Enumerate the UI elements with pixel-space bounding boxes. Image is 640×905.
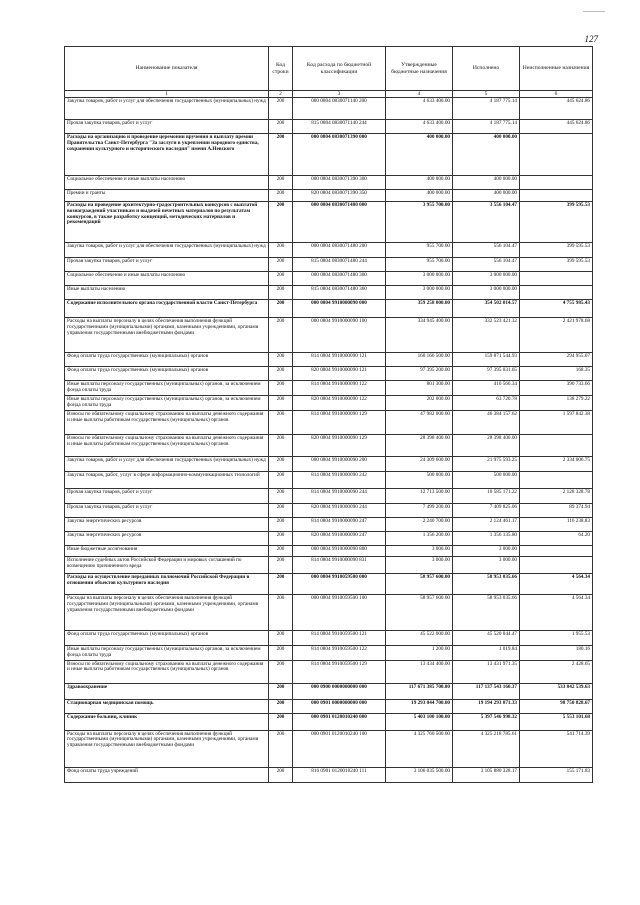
cell-code: 200: [269, 557, 293, 574]
cell-approved: 400 000.00: [386, 134, 453, 176]
cell-kbk: 820 0804 9910000090 122: [293, 396, 386, 411]
cell-kbk: 000 0901 0000000000 000: [293, 699, 386, 713]
cell-kbk: 820 0804 9910000090 121: [293, 367, 386, 381]
cell-unexecuted: 399 595.53: [520, 258, 593, 272]
cell-approved: 19 293 044 700.00: [386, 699, 453, 713]
table-row: [65, 272, 593, 286]
cell-name: Иные выплаты персоналу государственных (муниципальных) органов, за исключением фонда оплаты труда: [65, 396, 269, 411]
cell-executed: 10 585 171.22: [453, 489, 520, 504]
table-row: [65, 120, 593, 134]
cell-unexecuted: 180.16: [520, 646, 593, 661]
cell-kbk: 000 0804 0830071140 200: [293, 98, 386, 120]
cell-executed: 4 325 218 785.61: [453, 730, 520, 767]
cell-executed: 400 000.00: [453, 176, 520, 190]
cell-approved: 58 957 600.00: [386, 574, 453, 595]
cell-code: 200: [269, 457, 293, 472]
cell-kbk: 000 0804 9910000090 000: [293, 300, 386, 318]
cell-name: Иные выплаты населению: [65, 286, 269, 300]
cell-executed: 3 556 104.47: [453, 202, 520, 243]
cell-unexecuted: [520, 557, 593, 574]
cell-kbk: 000 0804 9910059500 100: [293, 595, 386, 631]
cell-code: 200: [269, 98, 293, 120]
table-row: [65, 730, 593, 767]
cell-executed: 556 104.47: [453, 243, 520, 258]
cell-kbk: 000 0804 0830071390 300: [293, 176, 386, 190]
cell-name: Здравоохранение: [65, 683, 269, 699]
cell-code: 200: [269, 318, 293, 353]
cell-executed: 3 000 000.00: [453, 272, 520, 286]
cell-name: Прочая закупка товаров, работ и услуг: [65, 489, 269, 504]
table-row: [65, 98, 593, 120]
cell-approved: 500 000.00: [386, 472, 453, 489]
cell-unexecuted: 4 755 985.43: [520, 300, 593, 318]
cell-executed: 45 520 044.47: [453, 631, 520, 646]
table-row: [65, 713, 593, 730]
cell-name: Взносы по обязательному социальному страхованию на выплаты денежного содержания и иные выплаты работникам государственных (муниципальных) органов: [65, 660, 269, 683]
cell-executed: 58 953 035.66: [453, 595, 520, 631]
header-kbk: Код расхода по бюджетной классификации: [293, 47, 386, 91]
column-number-row: [65, 91, 593, 98]
table-row: [65, 318, 593, 353]
table-row: [65, 631, 593, 646]
cell-unexecuted: 2 421 978.68: [520, 318, 593, 353]
table-row: [65, 504, 593, 518]
cell-code: 200: [269, 258, 293, 272]
page-number: 127: [584, 34, 598, 44]
cell-code: 200: [269, 411, 293, 435]
header-approved: Утвержденные бюджетные назначения: [386, 47, 453, 91]
cell-code: 200: [269, 381, 293, 396]
cell-name: Стационарная медицинская помощь: [65, 699, 269, 713]
cell-unexecuted: 399 595.53: [520, 243, 593, 258]
cell-code: 200: [269, 202, 293, 243]
cell-name: Закупка товаров, работ и услуг для обеспечения государственных (муниципальных) нужд: [65, 457, 269, 472]
cell-kbk: 815 0804 0830071480 244: [293, 258, 386, 272]
cell-name: Расходы на выплаты персоналу в целях обеспечения выполнения функций государственными (муниципальными) органами, казенными учреждениями, органами управления государственными внебюджетными фондами: [65, 595, 269, 631]
cell-executed: 410 566.34: [453, 381, 520, 396]
cell-kbk: 000 0900 0000000000 000: [293, 683, 386, 699]
cell-kbk: 814 0804 9910059500 122: [293, 646, 386, 661]
cell-code: 200: [269, 595, 293, 631]
cell-code: 200: [269, 713, 293, 730]
table-header-row: [65, 47, 593, 91]
header-name: Наименование показателя: [65, 47, 269, 91]
cell-kbk: 814 0804 9910000090 242: [293, 472, 386, 489]
cell-unexecuted: 390 733.66: [520, 381, 593, 396]
cell-unexecuted: 4 564.34: [520, 574, 593, 595]
cell-code: 200: [269, 532, 293, 546]
cell-name: Взносы по обязательному социальному страхованию на выплаты денежного содержания и иные выплаты работникам государственных (муниципальных) органов: [65, 435, 269, 457]
cell-executed: 332 523 421.32: [453, 318, 520, 353]
cell-kbk: 820 0804 9910000090 129: [293, 435, 386, 457]
cell-name: Расходы на организацию и проведение церемонии вручения и выплату премии Правительства Санкт-Петербурга "За заслуги в укреплении народного единства, сохранении культурного и исторического наследия" имени А.Невского: [65, 134, 269, 176]
col-number: 6: [520, 91, 593, 98]
cell-code: 200: [269, 367, 293, 381]
cell-kbk: 000 0901 0120010240 100: [293, 730, 386, 767]
cell-unexecuted: 541 714.39: [520, 730, 593, 767]
cell-unexecuted: 98 750 828.67: [520, 699, 593, 713]
cell-code: 200: [269, 546, 293, 557]
cell-approved: 400 000.00: [386, 190, 453, 202]
cell-unexecuted: [520, 190, 593, 202]
cell-unexecuted: 4 564.34: [520, 595, 593, 631]
cell-code: 200: [269, 176, 293, 190]
cell-unexecuted: 399 595.53: [520, 202, 593, 243]
table-row: [65, 300, 593, 318]
cell-unexecuted: 445 624.86: [520, 120, 593, 134]
cell-code: 200: [269, 435, 293, 457]
cell-unexecuted: [520, 176, 593, 190]
cell-unexecuted: 89 374.94: [520, 504, 593, 518]
col-number: 1: [65, 91, 269, 98]
cell-name: Исполнение судебных актов Российской Федерации и мировых соглашений по возмещению причиненного вреда: [65, 557, 269, 574]
cell-code: 200: [269, 574, 293, 595]
cell-approved: 4 633 400.00: [386, 120, 453, 134]
cell-name: Закупка товаров, работ и услуг для обеспечения государственных (муниципальных) нужд: [65, 243, 269, 258]
cell-kbk: 000 0804 0830071480 300: [293, 272, 386, 286]
cell-executed: 3 000 000.00: [453, 286, 520, 300]
cell-executed: 7 409 825.06: [453, 504, 520, 518]
cell-kbk: 814 0804 9910000090 247: [293, 518, 386, 532]
cell-approved: 58 957 600.00: [386, 595, 453, 631]
cell-name: Иные бюджетные ассигнования: [65, 546, 269, 557]
cell-kbk: 000 0804 9910000090 200: [293, 457, 386, 472]
cell-approved: 24 309 600.00: [386, 457, 453, 472]
cell-unexecuted: 445 624.86: [520, 98, 593, 120]
cell-code: 200: [269, 286, 293, 300]
cell-name: Социальное обеспечение и иные выплаты населению: [65, 176, 269, 190]
cell-name: Иные выплаты персоналу государственных (муниципальных) органов, за исключением фонда оплаты труда: [65, 646, 269, 661]
table-row: [65, 518, 593, 532]
table-row: [65, 411, 593, 435]
cell-kbk: 815 0804 0830071480 360: [293, 286, 386, 300]
cell-executed: 400 000.00: [453, 190, 520, 202]
cell-name: Закупка товаров, работ и услуг для обеспечения государственных (муниципальных) нужд: [65, 98, 269, 120]
cell-executed: 1 356 135.80: [453, 532, 520, 546]
cell-name: Закупка товаров, работ, услуг в сфере информационно-коммуникационных технологий: [65, 472, 269, 489]
cell-name: Фонд оплаты труда государственных (муниципальных) органов: [65, 631, 269, 646]
cell-kbk: 000 0804 9910059500 000: [293, 574, 386, 595]
cell-code: 200: [269, 631, 293, 646]
cell-executed: 28 398 400.00: [453, 435, 520, 457]
budget-execution-table: [64, 46, 593, 783]
cell-executed: 5 397 546 998.32: [453, 713, 520, 730]
cell-executed: 4 187 775.14: [453, 98, 520, 120]
table-row: [65, 243, 593, 258]
cell-approved: 3 000 000.00: [386, 286, 453, 300]
cell-name: Социальное обеспечение и иные выплаты населению: [65, 272, 269, 286]
cell-name: Фонд оплаты труда учреждений: [65, 767, 269, 782]
cell-approved: 955 700.00: [386, 243, 453, 258]
cell-executed: 63 720.78: [453, 396, 520, 411]
table-row: [65, 472, 593, 489]
cell-approved: 202 000.00: [386, 396, 453, 411]
table-row: [65, 574, 593, 595]
cell-name: Прочая закупка товаров, работ и услуг: [65, 120, 269, 134]
cell-kbk: 814 0804 9910059500 129: [293, 660, 386, 683]
cell-approved: 955 700.00: [386, 258, 453, 272]
cell-kbk: 000 0804 0830071390 000: [293, 134, 386, 176]
cell-executed: 58 953 035.66: [453, 574, 520, 595]
col-number: 2: [269, 91, 293, 98]
cell-unexecuted: [520, 472, 593, 489]
cell-unexecuted: 64.20: [520, 532, 593, 546]
cell-kbk: 000 0804 0830071480 000: [293, 202, 386, 243]
cell-approved: 45 522 000.00: [386, 631, 453, 646]
cell-kbk: 814 0804 9910000090 244: [293, 489, 386, 504]
cell-kbk: 000 0901 0120010240 000: [293, 713, 386, 730]
cell-unexecuted: 2 334 006.75: [520, 457, 593, 472]
cell-executed: 400 000.00: [453, 134, 520, 176]
cell-executed: 97 395 031.65: [453, 367, 520, 381]
cell-name: Взносы по обязательному социальному страхованию на выплаты денежного содержания и иные выплаты работникам государственных (муниципальных) органов: [65, 411, 269, 435]
cell-code: 200: [269, 396, 293, 411]
cell-unexecuted: 1 955.53: [520, 631, 593, 646]
cell-executed: 354 502 014.57: [453, 300, 520, 318]
cell-kbk: 820 0804 0830071390 350: [293, 190, 386, 202]
header-unexecuted: Неисполненные назначения: [520, 47, 593, 91]
cell-unexecuted: 138 279.22: [520, 396, 593, 411]
cell-unexecuted: [520, 272, 593, 286]
cell-unexecuted: 1 597 842.38: [520, 411, 593, 435]
cell-code: 200: [269, 699, 293, 713]
table-row: [65, 286, 593, 300]
cell-kbk: 815 0804 0830071140 244: [293, 120, 386, 134]
cell-executed: 556 104.47: [453, 258, 520, 272]
cell-code: 200: [269, 660, 293, 683]
cell-approved: 334 945 400.00: [386, 318, 453, 353]
header-code: Код строки: [269, 47, 293, 91]
cell-executed: 2 124 461.17: [453, 518, 520, 532]
cell-name: Закупка энергетических ресурсов: [65, 532, 269, 546]
cell-approved: 7 499 200.00: [386, 504, 453, 518]
table-row: [65, 532, 593, 546]
cell-approved: 117 671 385 700.00: [386, 683, 453, 699]
table-row: [65, 699, 593, 713]
cell-approved: 160 166 500.00: [386, 353, 453, 367]
cell-approved: 1 356 200.00: [386, 532, 453, 546]
cell-name: Прочая закупка товаров, работ и услуг: [65, 258, 269, 272]
cell-executed: 3 000.00: [453, 557, 520, 574]
cell-code: 200: [269, 489, 293, 504]
cell-unexecuted: 2 428.65: [520, 660, 593, 683]
cell-unexecuted: 155 171.83: [520, 767, 593, 782]
cell-name: Премии и гранты: [65, 190, 269, 202]
cell-kbk: 814 0804 9910000090 129: [293, 411, 386, 435]
table-row: [65, 660, 593, 683]
cell-code: 200: [269, 767, 293, 782]
col-number: 3: [293, 91, 386, 98]
table-row: [65, 489, 593, 504]
table-row: [65, 595, 593, 631]
cell-kbk: 814 0804 9910000090 121: [293, 353, 386, 367]
cell-kbk: 814 0804 9910000090 122: [293, 381, 386, 396]
cell-approved: 3 000.00: [386, 557, 453, 574]
cell-kbk: 820 0804 9910000090 244: [293, 504, 386, 518]
cell-name: Фонд оплаты труда государственных (муниципальных) органов: [65, 367, 269, 381]
table-row: [65, 367, 593, 381]
cell-approved: 47 982 000.00: [386, 411, 453, 435]
cell-name: Расходы на выплаты персоналу в целях обеспечения выполнения функций государственными (муниципальными) органами, казенными учреждениями, органами управления государственными внебюджетными фондами: [65, 318, 269, 353]
cell-executed: 500 000.00: [453, 472, 520, 489]
table-row: [65, 767, 593, 782]
cell-approved: 2 240 700.00: [386, 518, 453, 532]
cell-approved: 359 258 000.00: [386, 300, 453, 318]
cell-kbk: 816 0901 0120010240 111: [293, 767, 386, 782]
table-row: [65, 202, 593, 243]
cell-executed: 3 105 880 328.17: [453, 767, 520, 782]
table-row: [65, 683, 593, 699]
cell-approved: 3 000.00: [386, 546, 453, 557]
cell-unexecuted: 294 955.07: [520, 353, 593, 367]
cell-name: Содержание исполнительного органа государственной власти Санкт-Петербурга: [65, 300, 269, 318]
col-number: 5: [453, 91, 520, 98]
cell-kbk: 814 0804 9910059500 121: [293, 631, 386, 646]
cell-name: Содержание больниц, клиник: [65, 713, 269, 730]
cell-approved: 801 300.00: [386, 381, 453, 396]
cell-approved: 1 200.00: [386, 646, 453, 661]
cell-approved: 28 398 400.00: [386, 435, 453, 457]
cell-executed: 1 019.84: [453, 646, 520, 661]
cell-name: Иные выплаты персоналу государственных (муниципальных) органов, за исключением фонда оплаты труда: [65, 381, 269, 396]
table-row: [65, 190, 593, 202]
header-executed: Исполнено: [453, 47, 520, 91]
table-row: [65, 646, 593, 661]
cell-approved: 4 325 760 500.00: [386, 730, 453, 767]
cell-executed: 4 187 775.14: [453, 120, 520, 134]
cell-approved: 5 403 100 100.00: [386, 713, 453, 730]
cell-kbk: 814 0804 9910000090 831: [293, 557, 386, 574]
cell-approved: 3 000 000.00: [386, 272, 453, 286]
table-row: [65, 353, 593, 367]
cell-executed: 46 384 157.62: [453, 411, 520, 435]
table-body: [65, 98, 593, 783]
table-row: [65, 435, 593, 457]
cell-name: Фонд оплаты труда государственных (муниципальных) органов: [65, 353, 269, 367]
cell-code: 200: [269, 518, 293, 532]
cell-code: 200: [269, 730, 293, 767]
scan-mark: [583, 5, 605, 12]
cell-code: 200: [269, 243, 293, 258]
cell-code: 200: [269, 134, 293, 176]
cell-unexecuted: 533 842 539.63: [520, 683, 593, 699]
col-number: 4: [386, 91, 453, 98]
cell-executed: 13 431 971.35: [453, 660, 520, 683]
cell-unexecuted: [520, 435, 593, 457]
cell-code: 200: [269, 300, 293, 318]
cell-executed: 3 000.00: [453, 546, 520, 557]
table-row: [65, 396, 593, 411]
cell-code: 200: [269, 504, 293, 518]
cell-approved: 4 633 400.00: [386, 98, 453, 120]
cell-approved: 3 106 035 500.00: [386, 767, 453, 782]
cell-approved: 400 000.00: [386, 176, 453, 190]
cell-kbk: 000 0804 0830071480 200: [293, 243, 386, 258]
cell-unexecuted: 2 128 328.78: [520, 489, 593, 504]
cell-executed: 117 137 543 160.37: [453, 683, 520, 699]
cell-name: Расходы на проведение архитектурно-градостроительных конкурсов с выплатой вознаграждений участникам и выдачей нечетных материалов по результатам конкурсов, в также разработку концепций, методических материалов и рекомендаций: [65, 202, 269, 243]
cell-approved: 12 713 500.00: [386, 489, 453, 504]
cell-name: Закупка энергетических ресурсов: [65, 518, 269, 532]
table-row: [65, 557, 593, 574]
cell-kbk: 820 0804 9910000090 247: [293, 532, 386, 546]
cell-name: Прочая закупка товаров, работ и услуг: [65, 504, 269, 518]
cell-kbk: 000 0804 9910000090 100: [293, 318, 386, 353]
cell-code: 200: [269, 353, 293, 367]
cell-approved: 97 395 200.00: [386, 367, 453, 381]
cell-kbk: 000 0804 9910000090 800: [293, 546, 386, 557]
table-row: [65, 381, 593, 396]
cell-executed: 19 194 293 871.33: [453, 699, 520, 713]
cell-unexecuted: [520, 546, 593, 557]
cell-unexecuted: [520, 286, 593, 300]
table-row: [65, 134, 593, 176]
cell-unexecuted: 168.35: [520, 367, 593, 381]
table-row: [65, 258, 593, 272]
table-row: [65, 546, 593, 557]
cell-name: Расходы на осуществление переданных полномочий Российской Федерации в отношении объектов культурного наследия: [65, 574, 269, 595]
table-row: [65, 176, 593, 190]
cell-code: 200: [269, 120, 293, 134]
cell-unexecuted: [520, 134, 593, 176]
cell-unexecuted: 116 238.83: [520, 518, 593, 532]
cell-code: 200: [269, 646, 293, 661]
cell-code: 200: [269, 472, 293, 489]
cell-executed: 21 975 593.25: [453, 457, 520, 472]
cell-code: 200: [269, 272, 293, 286]
cell-name: Расходы на выплаты персоналу в целях обеспечения выполнения функций государственными (муниципальными) органами, казенными учреждениями, органами управления государственными внебюджетными фондами: [65, 730, 269, 767]
cell-approved: 3 955 700.00: [386, 202, 453, 243]
cell-code: 200: [269, 190, 293, 202]
cell-unexecuted: 5 553 101.68: [520, 713, 593, 730]
cell-executed: 159 871 544.93: [453, 353, 520, 367]
cell-code: 200: [269, 683, 293, 699]
cell-approved: 13 434 400.00: [386, 660, 453, 683]
table-row: [65, 457, 593, 472]
